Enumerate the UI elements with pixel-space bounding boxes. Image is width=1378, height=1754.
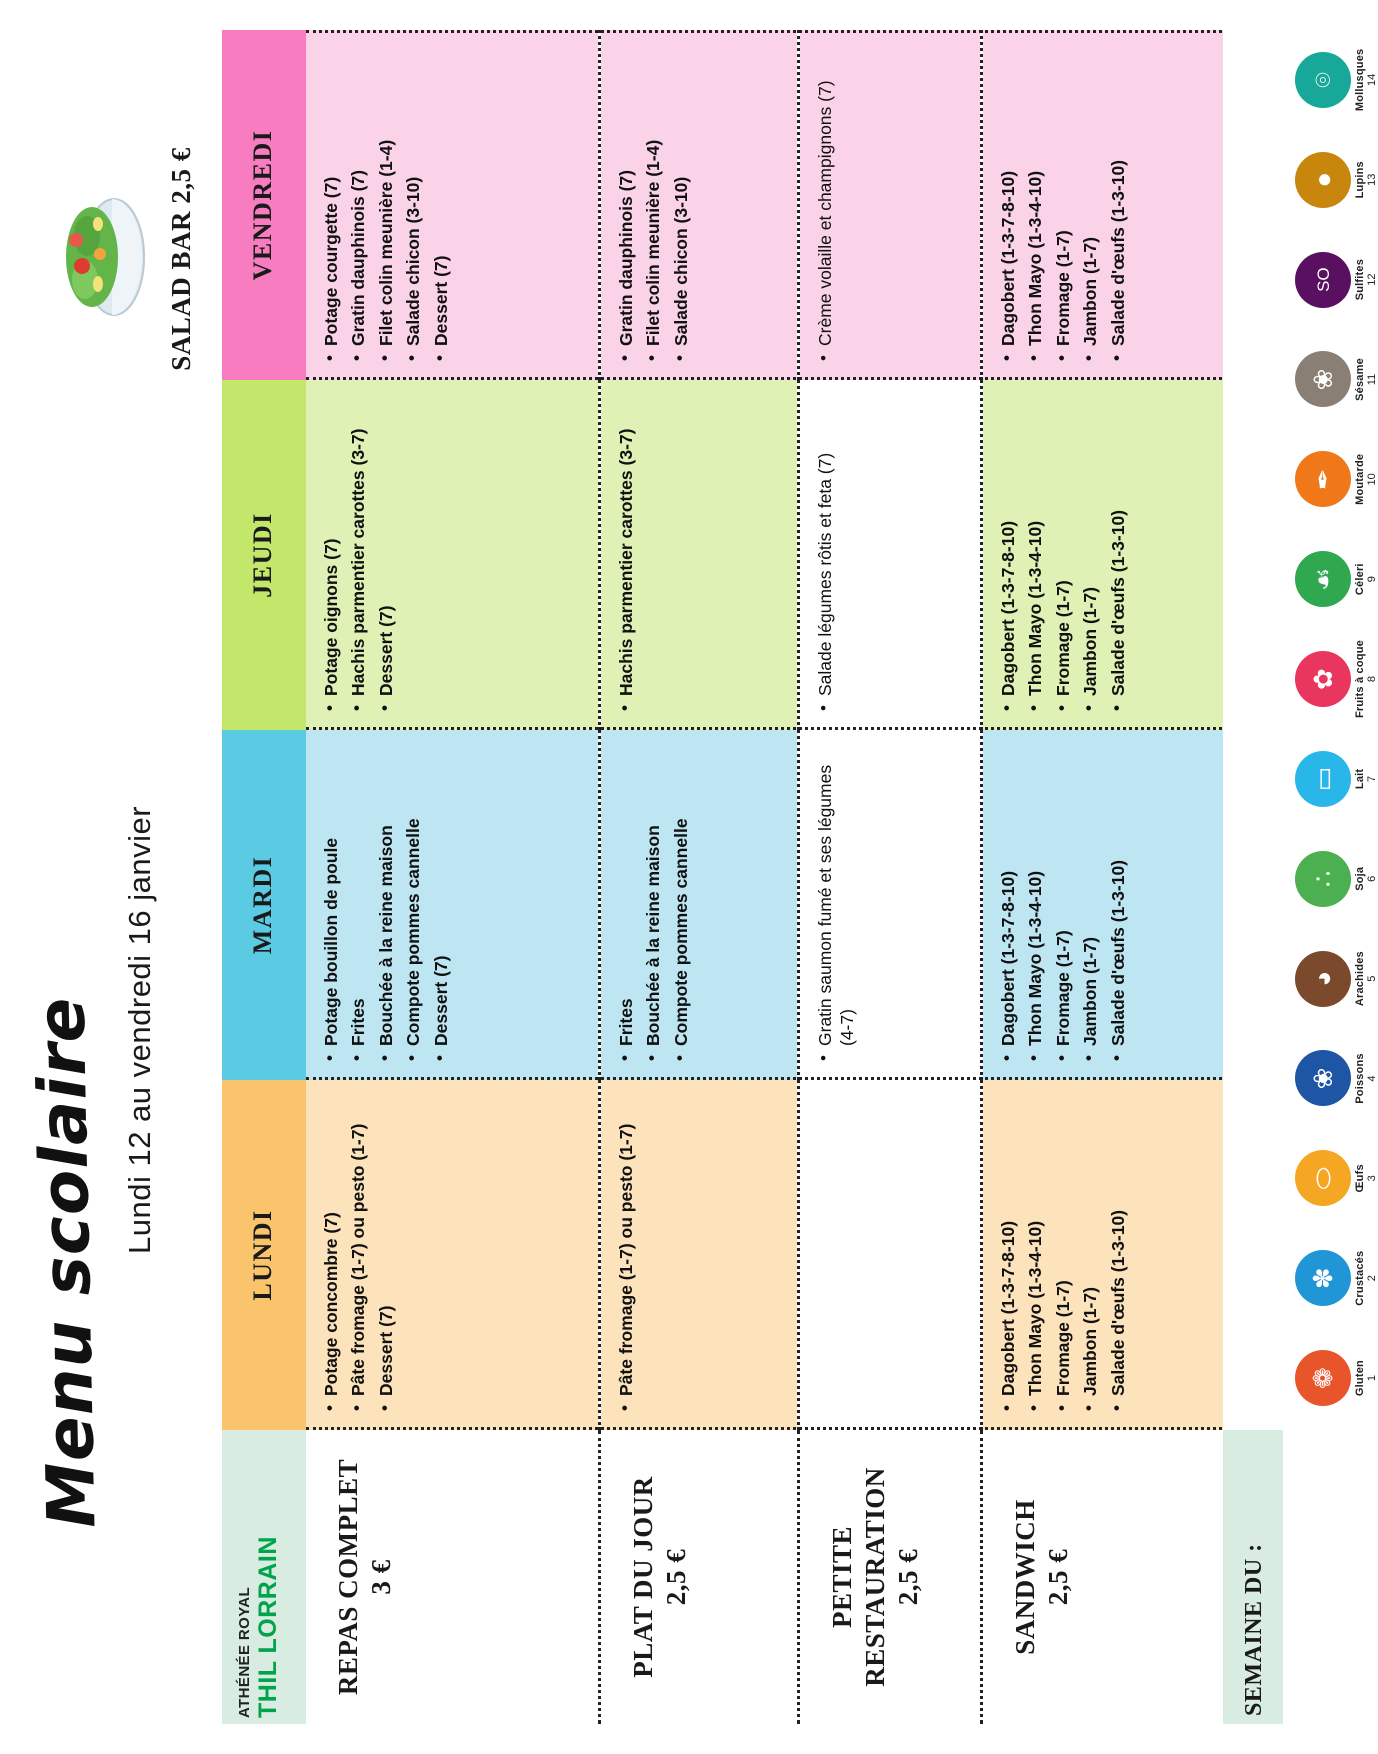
dish-list (615, 746, 692, 1064)
dish-list (615, 46, 692, 364)
day-header-vendredi (222, 30, 306, 380)
allergen-name: Céleri (1354, 563, 1366, 596)
allergen-number: 12 (1366, 273, 1378, 286)
dish-list (997, 396, 1129, 714)
row-label-sandwich (983, 1430, 1223, 1724)
semaine-label: SEMAINE DU : (1223, 1430, 1283, 1724)
dish-item: • Filet colin meunière (1-4) (642, 46, 664, 346)
school-identity (222, 1430, 306, 1724)
dish-item: • Fromage (1-7) (1052, 1096, 1074, 1396)
dish-item: • Fromage (1-7) (1052, 396, 1074, 696)
dish-item: • Salade chicon (3-10) (670, 46, 692, 346)
cell-plat-lundi (601, 1080, 799, 1430)
dish-item: • Jambon (1-7) (1079, 396, 1101, 696)
dish-item: • Salade d'œufs (1-3-10) (1107, 396, 1129, 696)
cell-repas-vendredi (306, 30, 600, 380)
allergen-number: 2 (1366, 1275, 1378, 1282)
allergen-name: Mollusques (1354, 48, 1366, 112)
dish-item: • Potage oignons (7) (320, 396, 342, 696)
dish-list (997, 746, 1129, 1064)
dish-item: • Potage concombre (7) (320, 1096, 342, 1396)
allergen-1 (1295, 1328, 1378, 1428)
dish-item: • Dessert (7) (375, 1096, 397, 1396)
dish-item: • Frites (347, 746, 369, 1046)
cell-plat-mardi (601, 730, 799, 1080)
dish-item: • Dagobert (1-3-7-8-10) (997, 396, 1019, 696)
day-header-jeudi (222, 380, 306, 730)
dish-item: • Frites (615, 746, 637, 1046)
row-label-line2: 3 € (365, 1559, 396, 1595)
allergen-name: Poissons (1354, 1053, 1366, 1104)
allergen-number: 14 (1366, 73, 1378, 87)
column-separator (306, 30, 1222, 33)
cell-petite-mardi (800, 730, 982, 1080)
day-label: VENDREDI (222, 30, 306, 380)
column-separator (306, 377, 1222, 380)
dish-item: • Hachis parmentier carottes (3-7) (347, 396, 369, 696)
dish-item: • Potage courgette (7) (320, 46, 342, 346)
page-title: Menu scolaire (22, 996, 111, 1529)
day-header-mardi (222, 730, 306, 1080)
sesame-icon: ❀ (1295, 351, 1351, 407)
row-label-line1: REPAS COMPLET (333, 1458, 363, 1696)
shrimp-icon: ✽ (1295, 1250, 1351, 1306)
dish-item: • Compote pommes cannelle (670, 746, 692, 1046)
cell-sandwich-jeudi (983, 380, 1223, 730)
allergen-number: 3 (1366, 1175, 1378, 1182)
row-label-line1: SANDWICH (1010, 1499, 1040, 1655)
dish-item: • Gratin dauphinois (7) (615, 46, 637, 346)
allergen-4 (1295, 1029, 1378, 1129)
dish-item: • Thon Mayo (1-3-4-10) (1024, 396, 1046, 696)
dish-item: • Jambon (1-7) (1079, 746, 1101, 1046)
allergen-name: Fruits à coque (1354, 640, 1366, 719)
dish-list (814, 746, 859, 1064)
dish-item: • Bouchée à la reine maison (642, 746, 664, 1046)
dish-list (615, 396, 637, 714)
dish-item: • Dagobert (1-3-7-8-10) (997, 746, 1019, 1046)
dish-list (997, 1096, 1129, 1414)
cell-repas-jeudi (306, 380, 600, 730)
allergen-9 (1295, 529, 1378, 629)
allergen-number: 8 (1366, 676, 1378, 683)
allergen-6 (1295, 829, 1378, 929)
dish-item: • Thon Mayo (1-3-4-10) (1024, 746, 1046, 1046)
row-label-line2: 2,5 € (892, 1548, 923, 1606)
dish-list (997, 46, 1129, 364)
dish-item: • Pâte fromage (1-7) ou pesto (1-7) (347, 1096, 369, 1396)
allergen-name: Lait (1354, 768, 1366, 790)
dish-list (320, 746, 452, 1064)
peanut-icon: ◕ (1295, 951, 1351, 1007)
salad-bowl-photo (40, 182, 152, 332)
allergen-name: Soja (1354, 866, 1366, 891)
day-label: LUNDI (222, 1080, 306, 1430)
allergen-7 (1295, 729, 1378, 829)
allergen-number: 5 (1366, 975, 1378, 982)
poster-header (22, 30, 222, 1724)
dish-item: • Salade d'œufs (1-3-10) (1107, 746, 1129, 1046)
allergen-name: Crustacés (1354, 1250, 1366, 1306)
cell-sandwich-mardi (983, 730, 1223, 1080)
allergen-number: 1 (1366, 1375, 1378, 1382)
dish-item: • Bouchée à la reine maison (375, 746, 397, 1046)
dish-list (814, 46, 836, 364)
row-label-line1: PETITE RESTAURATION (827, 1467, 890, 1687)
cell-plat-jeudi (601, 380, 799, 730)
semaine-row (1223, 30, 1283, 1724)
semaine-label-cell (1223, 1430, 1283, 1724)
allergen-name: Arachides (1354, 951, 1366, 1007)
row-label-line2: 2,5 € (1042, 1548, 1073, 1606)
dish-item: • Gratin dauphinois (7) (347, 46, 369, 346)
allergen-12 (1295, 230, 1378, 330)
dish-item: • Salade légumes rôtis et feta (7) (814, 396, 836, 696)
cell-sandwich-lundi (983, 1080, 1223, 1430)
row-label-line1: PLAT DU JOUR (628, 1476, 658, 1678)
menu-grid (222, 30, 1283, 1724)
dish-item: • Dessert (7) (430, 746, 452, 1046)
days-header-row (222, 30, 306, 1724)
dish-item: • Thon Mayo (1-3-4-10) (1024, 1096, 1046, 1396)
milk-icon: ▭ (1295, 751, 1351, 807)
allergen-3 (1295, 1128, 1378, 1228)
allergen-number: 11 (1366, 373, 1378, 386)
dish-item: • Salade chicon (3-10) (402, 46, 424, 346)
salad-bar-price-label: SALAD BAR 2,5 € (166, 147, 196, 371)
allergen-number: 13 (1366, 173, 1378, 186)
menu-row-plat-du-jour (601, 30, 799, 1724)
dish-item: • Potage bouillon de poule (320, 746, 342, 1046)
mustard-icon: ✒ (1295, 451, 1351, 507)
allergen-number: 9 (1366, 576, 1378, 583)
cell-petite-lundi (800, 1080, 982, 1430)
dish-item: • Fromage (1-7) (1052, 746, 1074, 1046)
allergen-name: Moutarde (1354, 453, 1366, 505)
school-name-line1: ATHÉNÉE ROYAL (236, 1586, 253, 1718)
dish-item: • Dessert (7) (375, 396, 397, 696)
dish-item: • Dagobert (1-3-7-8-10) (997, 1096, 1019, 1396)
dish-item: • Jambon (1-7) (1079, 46, 1101, 346)
allergen-name: Lupins (1354, 161, 1366, 199)
column-separator (306, 1427, 1222, 1430)
sulfites-icon: SO (1295, 252, 1351, 308)
menu-row-repas-complet (306, 30, 600, 1724)
week-subtitle: Lundi 12 au vendredi 16 janvier (122, 805, 157, 1254)
row-label-petite-restauration (800, 1430, 982, 1724)
egg-icon: ⬭ (1295, 1150, 1351, 1206)
dish-item: • Dessert (7) (430, 46, 452, 346)
allergen-number: 10 (1366, 473, 1378, 486)
cell-repas-mardi (306, 730, 600, 1080)
allergen-legend (1295, 30, 1378, 1724)
lupin-icon: ● (1295, 152, 1351, 208)
allergen-name: Sulfites (1354, 258, 1366, 301)
celery-icon: ☙ (1295, 551, 1351, 607)
dish-item: • Compote pommes cannelle (402, 746, 424, 1046)
cell-plat-vendredi (601, 30, 799, 380)
allergen-name: Œufs (1354, 1164, 1366, 1193)
dish-list (814, 396, 836, 714)
allergen-number: 4 (1366, 1075, 1378, 1082)
wheat-icon: ❁ (1295, 1350, 1351, 1406)
day-header-lundi (222, 1080, 306, 1430)
dish-item: • Fromage (1-7) (1052, 46, 1074, 346)
dish-list (320, 46, 452, 364)
column-separator (306, 1077, 1222, 1080)
dish-item: • Salade d'œufs (1-3-10) (1107, 1096, 1129, 1396)
dish-list (615, 1096, 637, 1414)
dish-list (320, 1096, 397, 1414)
row-label-repas-complet (306, 1430, 600, 1724)
dish-item: • Jambon (1-7) (1079, 1096, 1101, 1396)
dish-item: • Dagobert (1-3-7-8-10) (997, 46, 1019, 346)
day-label: JEUDI (222, 380, 306, 730)
allergen-11 (1295, 330, 1378, 430)
dish-item: • Crème volaille et champignons (7) (814, 46, 836, 346)
dish-item: • Salade d'œufs (1-3-10) (1107, 46, 1129, 346)
allergen-14 (1295, 30, 1378, 130)
menu-row-petite-restauration (800, 30, 982, 1724)
menu-row-sandwich (983, 30, 1223, 1724)
allergen-name: Sésame (1354, 358, 1366, 401)
allergen-number: 7 (1366, 775, 1378, 782)
dish-item: • Thon Mayo (1-3-4-10) (1024, 46, 1046, 346)
row-label-line2: 2,5 € (660, 1548, 691, 1606)
allergen-8 (1295, 629, 1378, 729)
nuts-icon: ✿ (1295, 651, 1351, 707)
dish-item: • Hachis parmentier carottes (3-7) (615, 396, 637, 696)
allergen-name: Gluten (1354, 1360, 1366, 1397)
school-name-line2: THIL LORRAIN (254, 1536, 282, 1718)
cell-petite-vendredi (800, 30, 982, 380)
cell-sandwich-vendredi (983, 30, 1223, 380)
mollusc-icon: ⌾ (1295, 52, 1351, 108)
soy-icon: ∴ (1295, 851, 1351, 907)
allergen-13 (1295, 130, 1378, 230)
allergen-number: 6 (1366, 875, 1378, 882)
day-label: MARDI (222, 730, 306, 1080)
row-label-plat-du-jour (601, 1430, 799, 1724)
dish-item: • Filet colin meunière (1-4) (375, 46, 397, 346)
fish-icon: ❀ (1295, 1051, 1351, 1107)
allergen-2 (1295, 1228, 1378, 1328)
dish-list (320, 396, 397, 714)
column-separator (306, 727, 1222, 730)
cell-repas-lundi (306, 1080, 600, 1430)
cell-petite-jeudi (800, 380, 982, 730)
allergen-10 (1295, 429, 1378, 529)
dish-item: • Pâte fromage (1-7) ou pesto (1-7) (615, 1096, 637, 1396)
dish-item: • Gratin saumon fumé et ses légumes (4-7) (814, 746, 859, 1046)
allergen-5 (1295, 929, 1378, 1029)
